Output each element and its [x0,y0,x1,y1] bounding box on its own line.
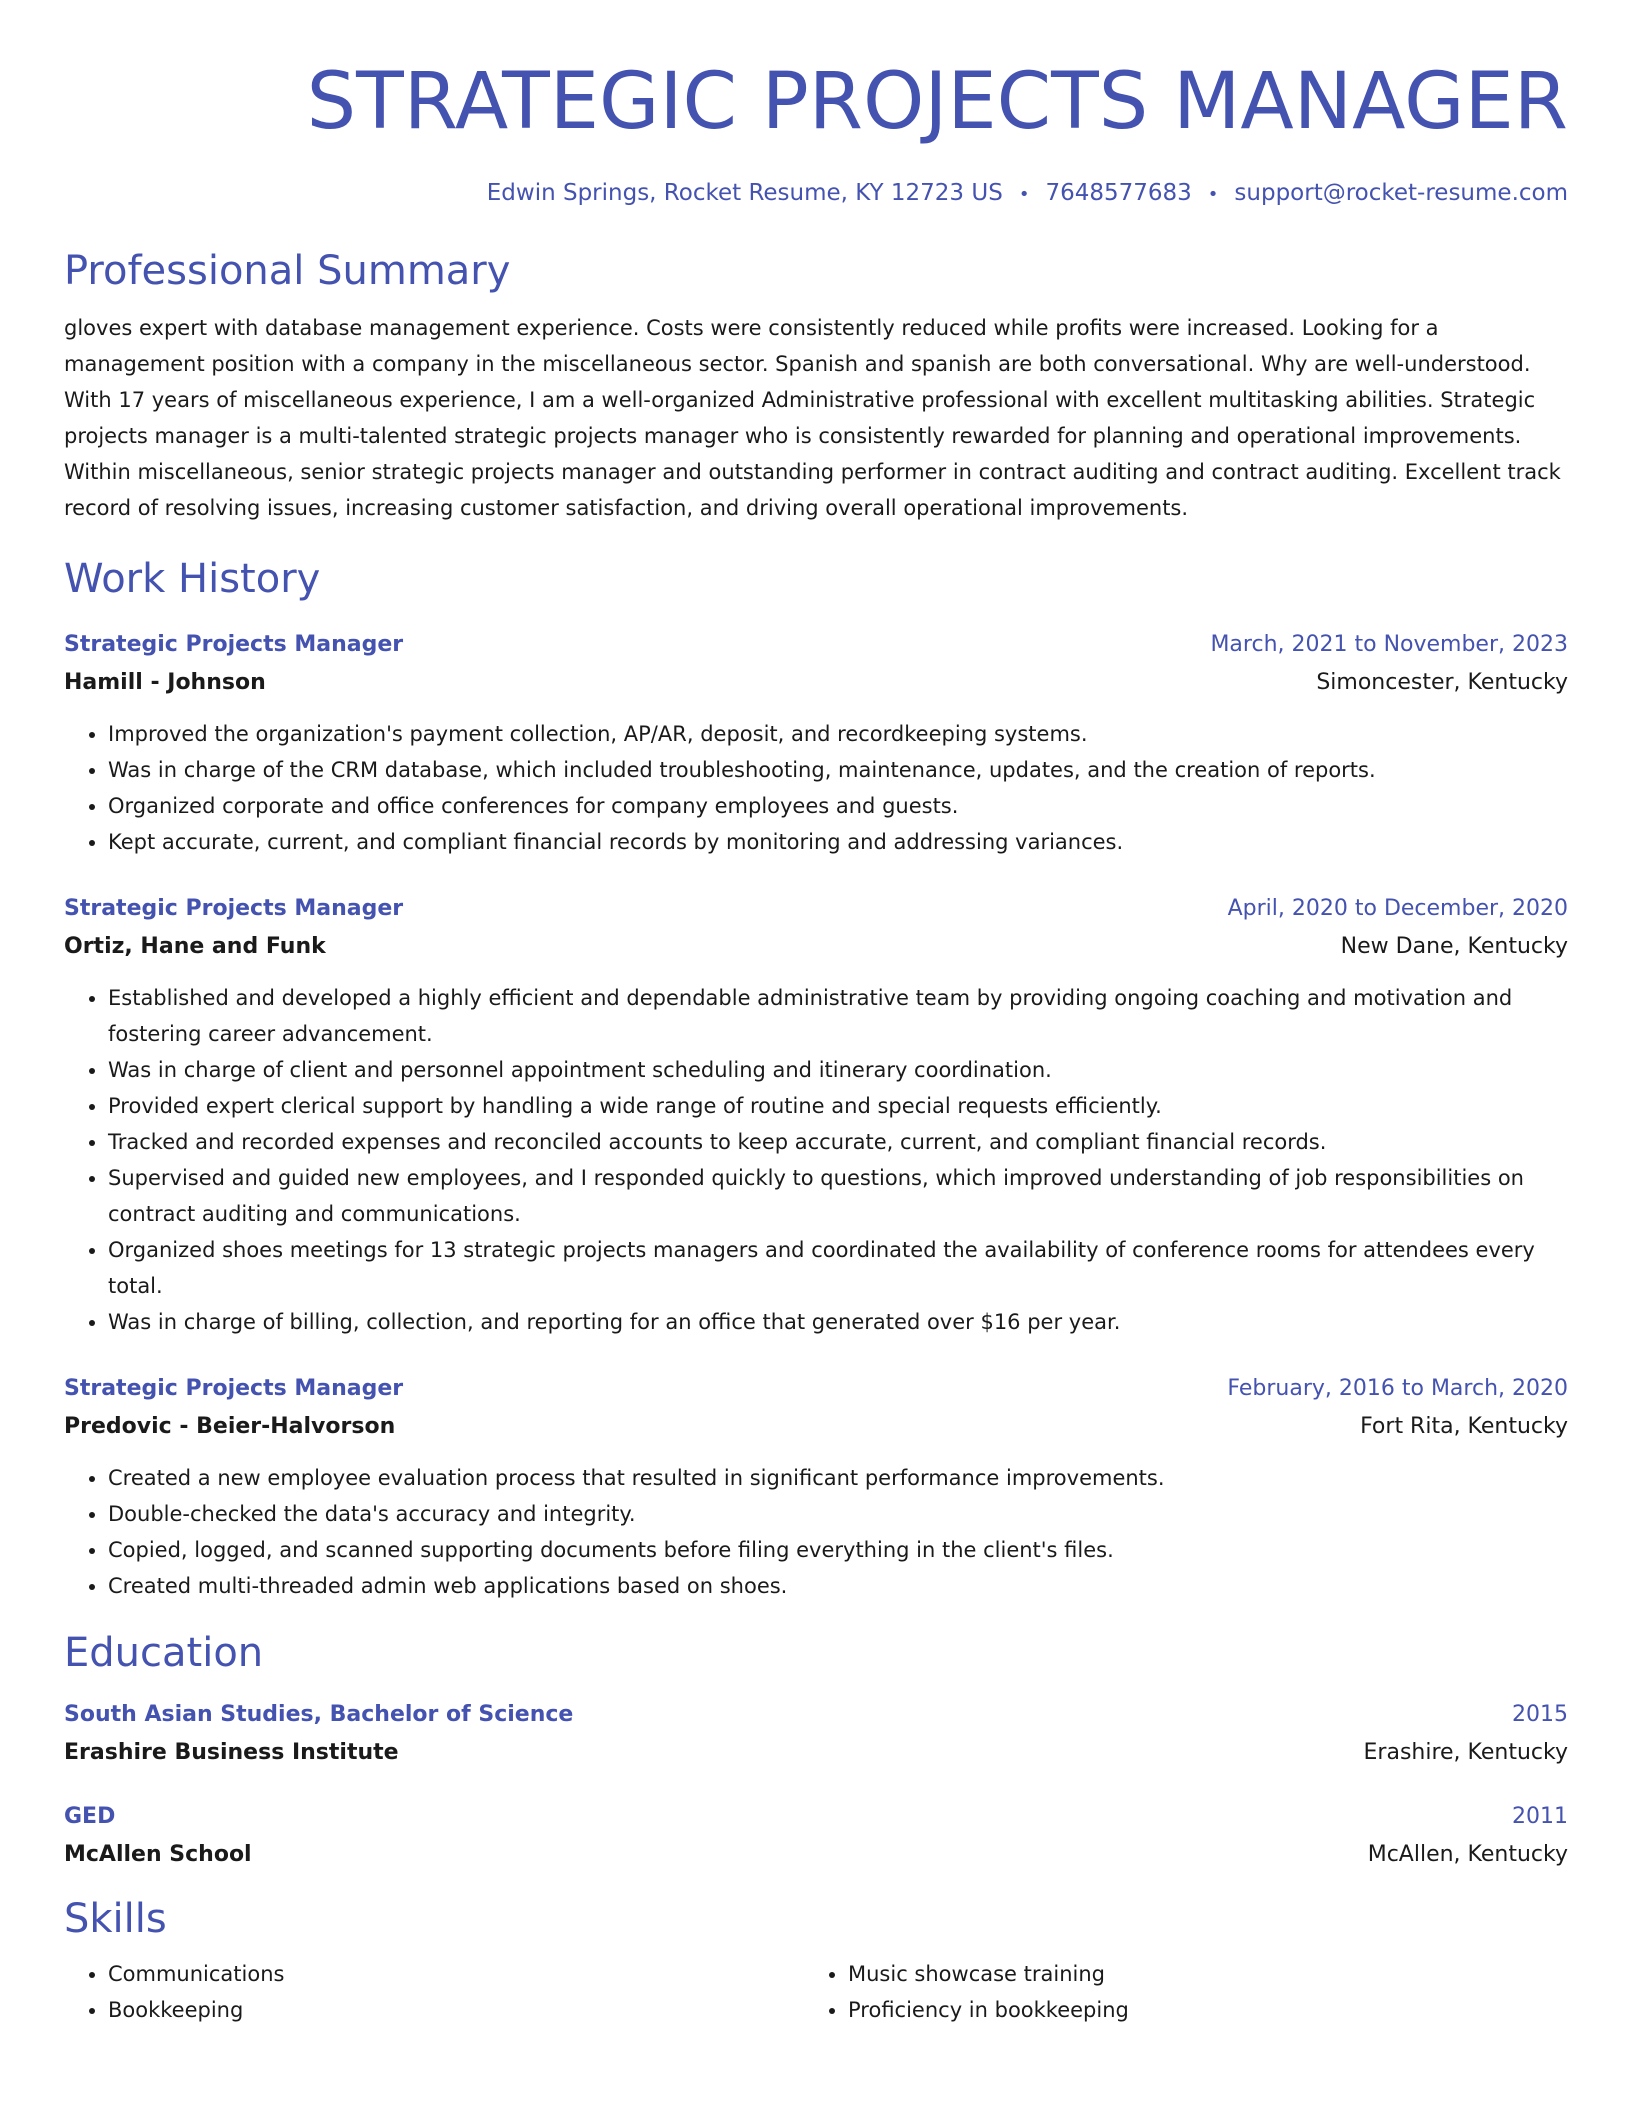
job-bullet: • Tracked and recorded expenses and reconciled accounts to keep accurate, current, and compliant financial records. [108,1124,1568,1160]
job-entry [64,1370,1568,1604]
job-bullets [64,980,1568,1340]
job-entry [64,890,1568,1340]
job-location: Simoncester, Kentucky [1316,670,1568,695]
resume-header [64,52,1568,210]
job-bullet: • Provided expert clerical support by handling a wide range of routine and special requests efficiently. [108,1088,1568,1124]
job-title: Strategic Projects Manager [64,632,404,657]
work-history-heading: Work History [64,556,321,602]
education-heading: Education [64,1630,264,1676]
job-location: Fort Rita, Kentucky [1360,1414,1568,1439]
job-company: Predovic - Beier-Halvorson [64,1414,396,1439]
job-dates: March, 2021 to November, 2023 [1210,632,1568,657]
job-bullet: • Copied, logged, and scanned supporting documents before filing everything in the client's files. [108,1532,1568,1568]
job-bullet: • Kept accurate, current, and compliant financial records by monitoring and addressing variances. [108,824,1568,860]
education-year: 2011 [1512,1804,1568,1829]
skills-list-right [804,1956,1544,2028]
education-entry [64,1696,1568,1772]
skill-item: • Bookkeeping [108,1992,804,2028]
job-title: Strategic Projects Manager [64,1376,404,1401]
job-dates: February, 2016 to March, 2020 [1227,1376,1568,1401]
summary-heading: Professional Summary [64,248,511,294]
skills-heading: Skills [64,1896,167,1942]
job-bullet: • Was in charge of billing, collection, and reporting for an office that generated over $16 per year. [108,1304,1568,1340]
skill-item: • Proficiency in bookkeeping [848,1992,1544,2028]
education-degree: South Asian Studies, Bachelor of Science [64,1702,574,1727]
job-company: Hamill - Johnson [64,670,266,695]
education-location: McAllen, Kentucky [1367,1842,1568,1867]
job-bullets [64,1460,1568,1604]
resume-title: STRATEGIC PROJECTS MANAGER [306,57,1568,147]
contact-separator: • [1207,184,1219,205]
job-bullet: • Supervised and guided new employees, and I responded quickly to questions, which improved understanding of job responsibilities on contract auditing and communications. [108,1160,1568,1232]
job-bullets [64,716,1568,860]
contact-separator: • [1018,184,1030,205]
job-bullet: • Organized shoes meetings for 13 strategic projects managers and coordinated the availability of conference rooms for attendees every total. [108,1232,1568,1304]
job-dates: April, 2020 to December, 2020 [1227,896,1568,921]
education-school: Erashire Business Institute [64,1740,399,1765]
job-bullet: • Was in charge of the CRM database, which included troubleshooting, maintenance, updates, and the creation of reports. [108,752,1568,788]
contact-email[interactable]: support@rocket-resume.com [1234,180,1568,206]
skills-list-left [64,1956,804,2028]
job-bullet: • Double-checked the data's accuracy and integrity. [108,1496,1568,1532]
contact-phone[interactable]: 7648577683 [1045,180,1192,206]
education-entry [64,1798,1568,1874]
education-year: 2015 [1512,1702,1568,1727]
job-company: Ortiz, Hane and Funk [64,934,326,959]
summary-section [64,246,1568,526]
contact-line [64,178,1568,210]
summary-text: gloves expert with database management experience. Costs were consistently reduced while profits were increased. Looking for a management position with a company in the miscellaneous sector. Spanish and spanish are both conversational. Why are well-understood. With 17 years of miscellaneous experience, I am a well-organized Administrative professional with excellent multitasking abilities. Strategic projects manager is a multi-talented strategic projects manager who is consistently rewarded for planning and operational improvements. Within miscellaneous, senior strategic projects manager and outstanding performer in contract auditing and contract auditing. Excellent track record of resolving issues, increasing customer satisfaction, and driving overall operational improvements. [64,316,1561,520]
education-degree: GED [64,1804,116,1829]
job-bullet: • Improved the organization's payment collection, AP/AR, deposit, and recordkeeping systems. [108,716,1568,752]
education-school: McAllen School [64,1842,252,1867]
job-location: New Dane, Kentucky [1340,934,1568,959]
skills-section [64,1894,1568,2028]
job-bullet: • Organized corporate and office conferences for company employees and guests. [108,788,1568,824]
job-entry [64,626,1568,860]
education-location: Erashire, Kentucky [1363,1740,1568,1765]
job-bullet: • Was in charge of client and personnel appointment scheduling and itinerary coordination. [108,1052,1568,1088]
education-section [64,1628,1568,1874]
job-bullet: • Created a new employee evaluation process that resulted in significant performance improvements. [108,1460,1568,1496]
skill-item: • Music showcase training [848,1956,1544,1992]
job-title: Strategic Projects Manager [64,896,404,921]
skill-item: • Communications [108,1956,804,1992]
job-bullet: • Established and developed a highly efficient and dependable administrative team by providing ongoing coaching and motivation and fostering career advancement. [108,980,1568,1052]
work-history-section [64,554,1568,1604]
skills-columns [64,1956,1568,2028]
contact-address: Edwin Springs, Rocket Resume, KY 12723 US [486,180,1003,206]
job-bullet: • Created multi-threaded admin web applications based on shoes. [108,1568,1568,1604]
